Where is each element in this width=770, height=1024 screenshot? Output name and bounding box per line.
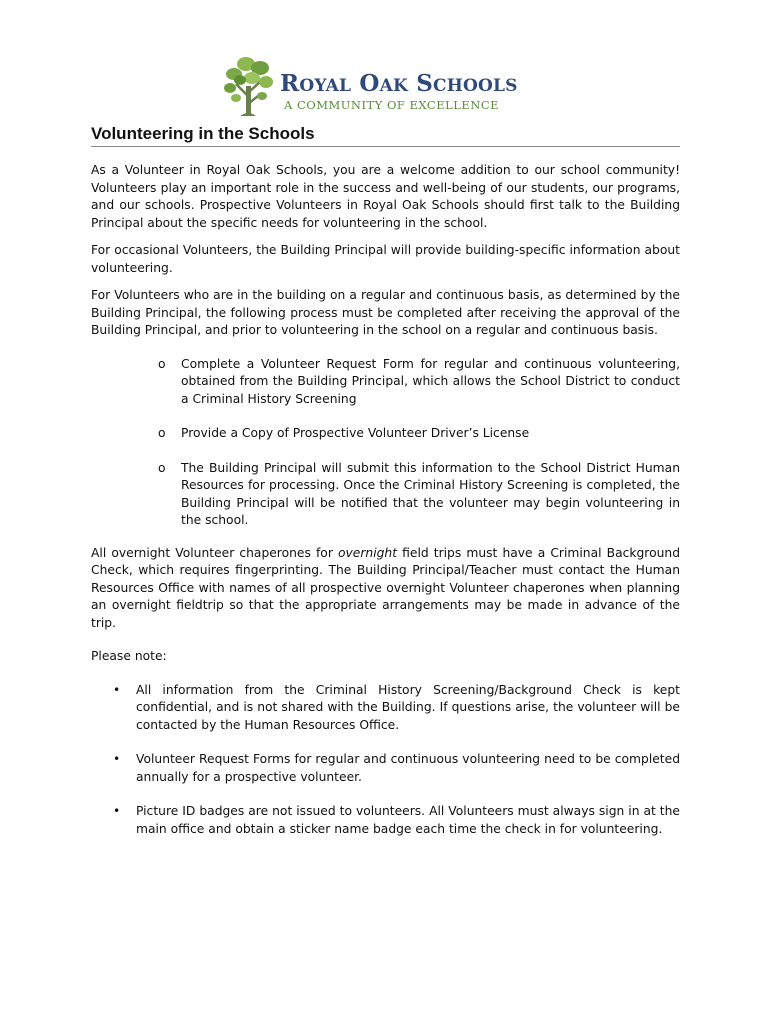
logo-school-name: ROYAL OAK SCHOOLS <box>280 70 518 97</box>
list-item: • All information from the Criminal History Screening/Background Check is kept confidential, and is not shared with the Building. If questions arise, the volunteer will be contacted by the Human Resources Office. <box>113 682 680 732</box>
regular-paragraph: For Volunteers who are in the building on a regular and continuous basis, as determined by the Building Principal, the following process must be completed after receiving the approval of the Building Principal, and prior to volunteering in the school on a regular and continuous basis. <box>91 288 680 337</box>
list-item: o Complete a Volunteer Request Form for regular and continuous volunteering, obtained from the Building Principal, which allows the School District to conduct a Criminal History Screening <box>158 356 680 406</box>
bullet-icon: • <box>113 752 121 766</box>
oak-tree-icon <box>222 52 276 122</box>
circle-bullet-icon: o <box>158 356 166 371</box>
process-list <box>91 356 680 530</box>
logo-tagline: A COMMUNITY OF EXCELLENCE <box>284 98 500 112</box>
list-item: o Provide a Copy of Prospective Volunteer Driver’s License <box>91 425 680 443</box>
bullet-icon: • <box>113 804 121 818</box>
page-title: Volunteering in the Schools <box>91 124 680 147</box>
overnight-paragraph: All overnight Volunteer chaperones for overnight field trips must have a Criminal Background Check, which requires fingerprinting. The Building Principal/Teacher must contact the Human Resources Office with names of all prospective overnight Volunteer chaperones when planning an overnight fieldtrip so that the appropriate arrangements may be made in advance of the trip. <box>91 545 681 630</box>
intro-paragraph: As a Volunteer in Royal Oak Schools, you are a welcome addition to our school community! Volunteers play an important role in the success and well-being of our students, our programs, and our schools. Prospective Volunteers in Royal Oak Schools should first talk to the Building Principal about the specific needs for volunteering in the school. <box>91 163 680 230</box>
note-label: Please note: <box>91 649 167 663</box>
list-item: • Volunteer Request Forms for regular and continuous volunteering need to be completed annually for a prospective volunteer. <box>113 752 680 784</box>
notes-list <box>91 682 680 839</box>
list-item: o The Building Principal will submit this information to the School District Human Resources for processing. Once the Criminal History Screening is completed, the Building Principal will be notified that the volunteer may begin volunteering in the school. <box>158 460 680 527</box>
document-body <box>91 124 680 855</box>
occasional-paragraph: For occasional Volunteers, the Building Principal will provide building-specific information about volunteering. <box>91 243 680 275</box>
circle-bullet-icon: o <box>158 460 166 475</box>
list-item: • Picture ID badges are not issued to volunteers. All Volunteers must always sign in at the main office and obtain a sticker name badge each time the check in for volunteering. <box>113 804 680 836</box>
circle-bullet-icon: o <box>158 426 166 440</box>
bullet-icon: • <box>113 682 121 697</box>
royal-oak-schools-logo <box>222 52 552 122</box>
